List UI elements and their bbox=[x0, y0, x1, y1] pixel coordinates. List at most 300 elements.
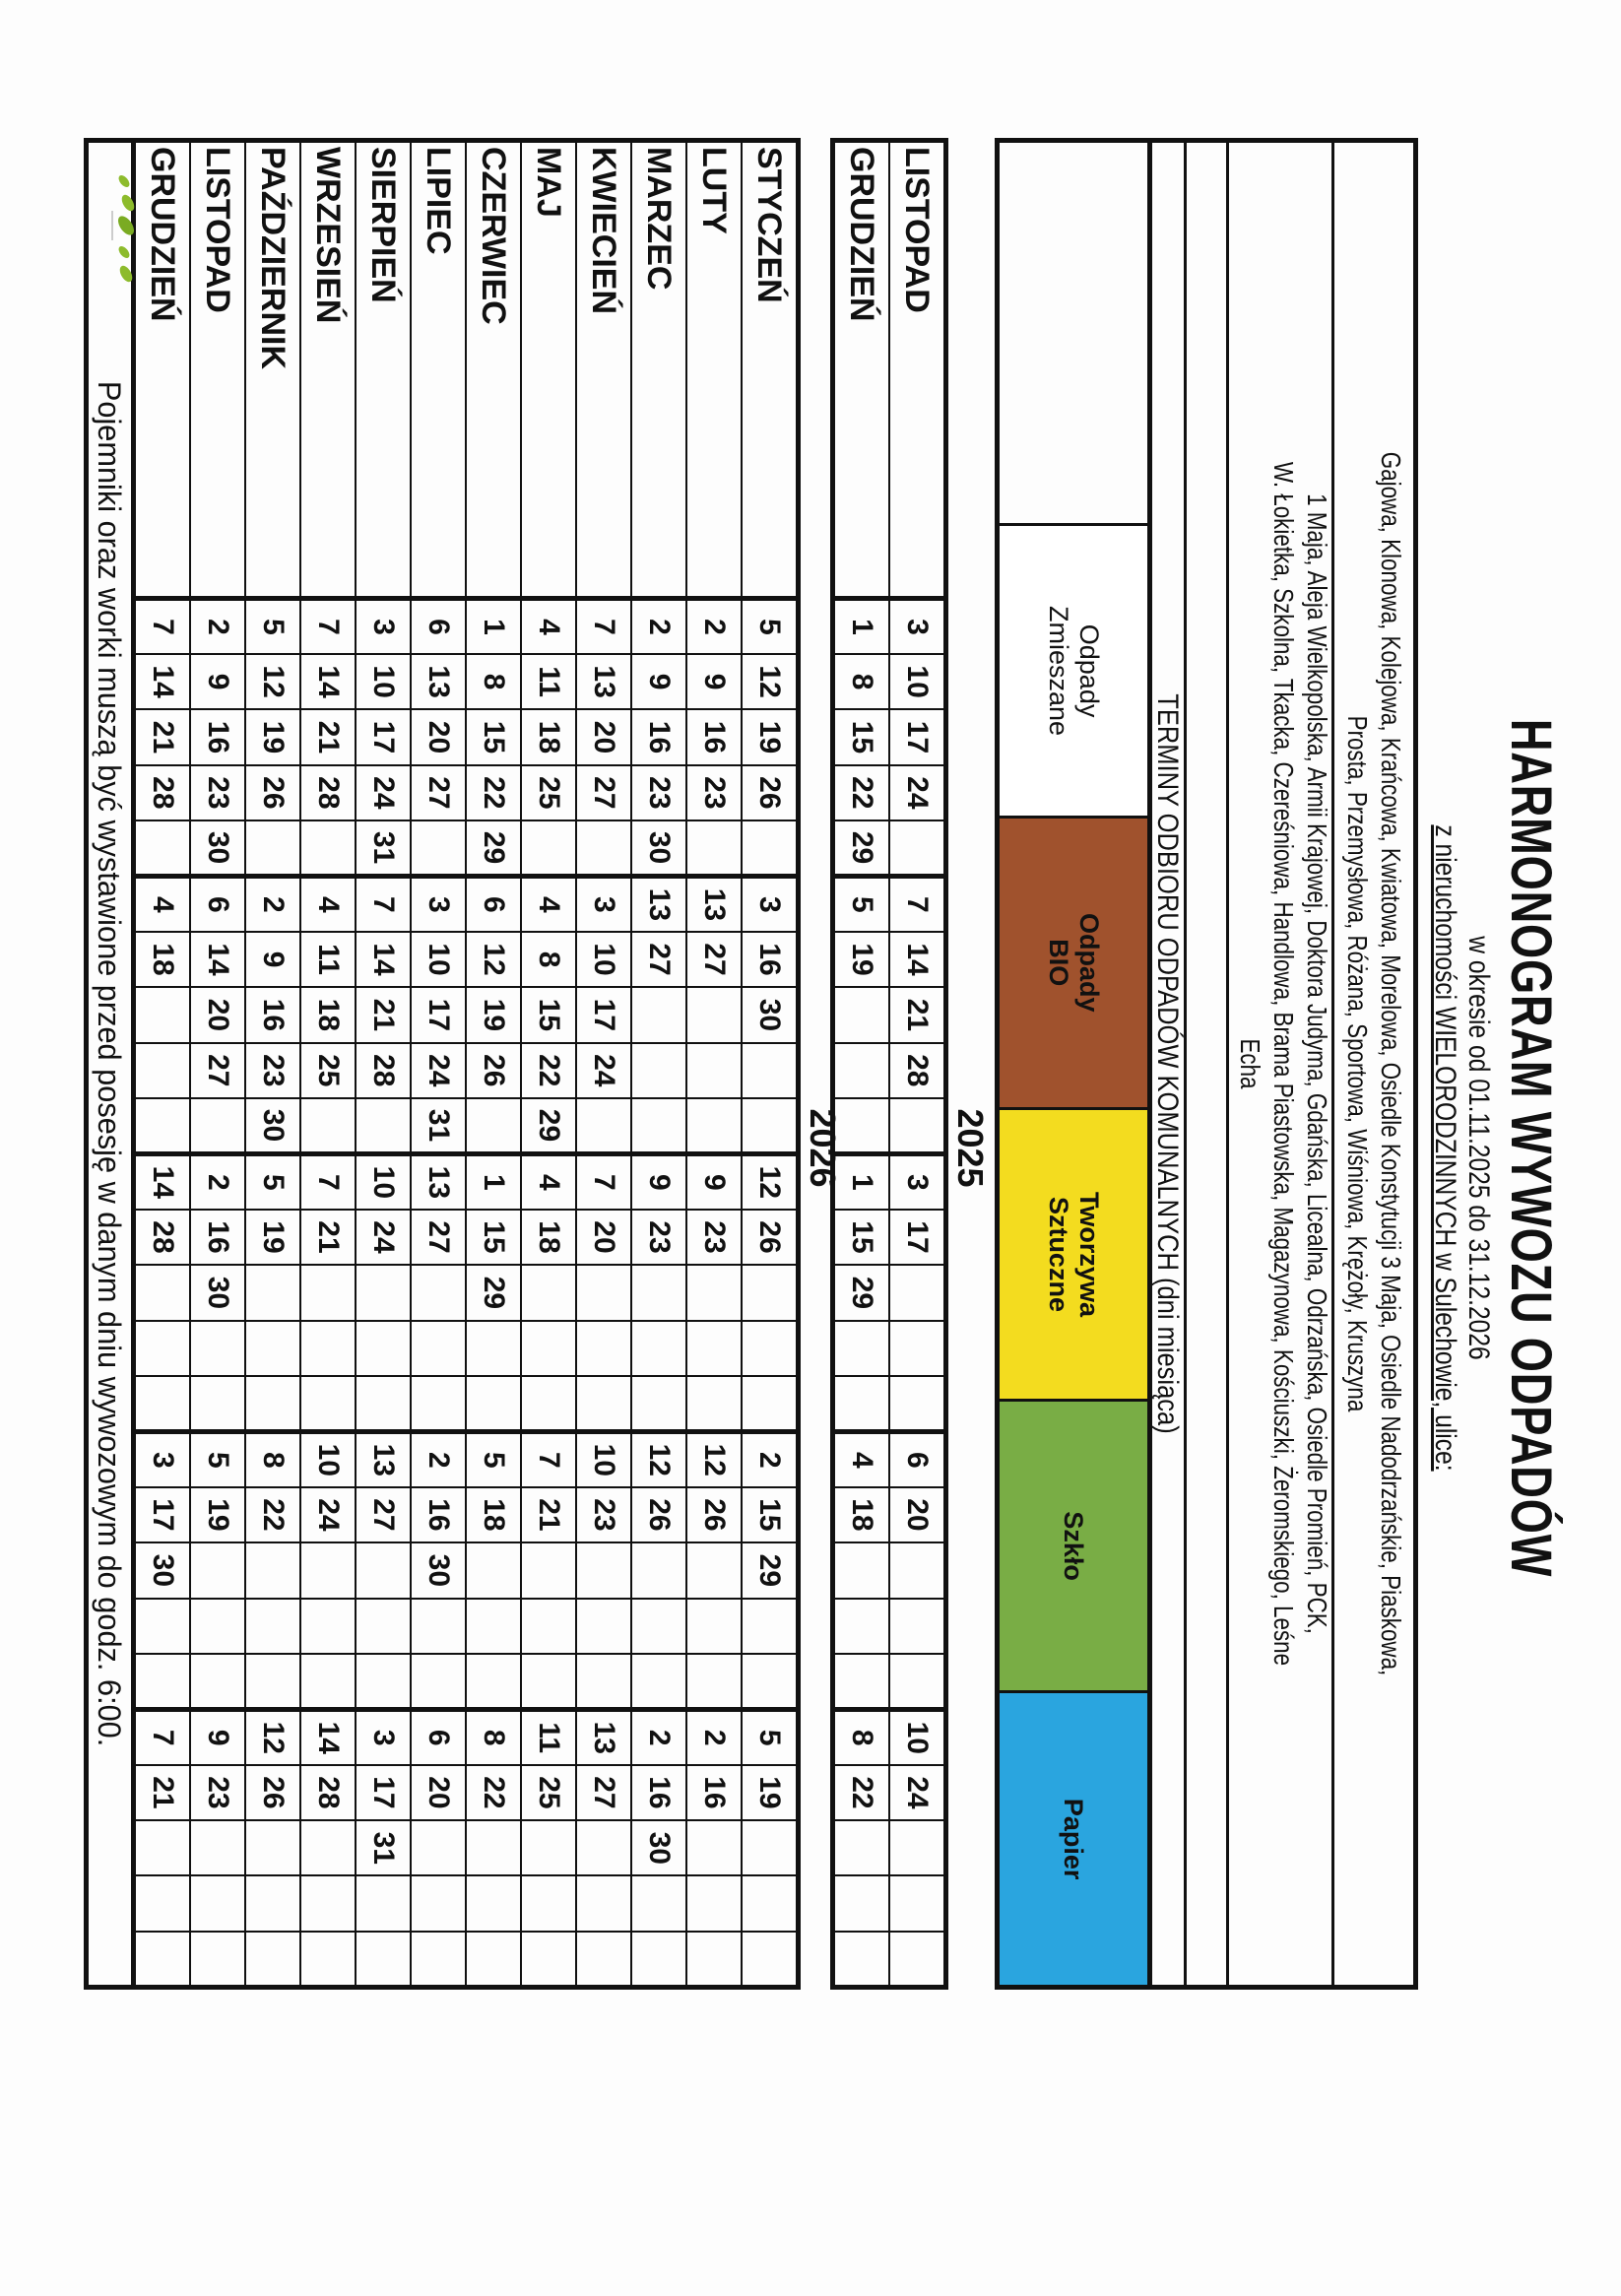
day-cell: 21 bbox=[134, 1765, 191, 1820]
day-cell: 2 bbox=[686, 1709, 742, 1764]
day-cell bbox=[742, 1875, 799, 1931]
document-title: HARMONOGRAM WYWOZU ODPADÓW bbox=[1499, 718, 1563, 1578]
day-cell bbox=[889, 1265, 946, 1320]
day-cell: 18 bbox=[833, 1487, 890, 1542]
day-cell: 13 bbox=[631, 876, 686, 931]
day-cell: 30 bbox=[245, 1098, 300, 1153]
day-cell: 16 bbox=[686, 709, 742, 764]
day-cell: 4 bbox=[521, 876, 576, 931]
day-cell bbox=[521, 1542, 576, 1598]
month-name: LUTY bbox=[686, 141, 742, 599]
day-cell: 30 bbox=[190, 1265, 245, 1320]
day-cell bbox=[134, 1875, 191, 1931]
day-cell bbox=[190, 1098, 245, 1153]
day-cell bbox=[245, 1265, 300, 1320]
day-cell: 2 bbox=[631, 1709, 686, 1764]
day-cell: 28 bbox=[300, 1765, 356, 1820]
day-cell: 19 bbox=[245, 1210, 300, 1265]
day-cell: 6 bbox=[889, 1431, 946, 1486]
day-cell bbox=[889, 1376, 946, 1431]
day-cell: 11 bbox=[300, 932, 356, 987]
day-cell bbox=[134, 987, 191, 1042]
day-cell bbox=[356, 1321, 411, 1376]
month-row bbox=[889, 141, 946, 1988]
day-cell: 26 bbox=[245, 765, 300, 820]
day-cell: 8 bbox=[245, 1431, 300, 1486]
day-cell bbox=[889, 1654, 946, 1709]
day-cell bbox=[411, 1321, 466, 1376]
day-cell bbox=[576, 1376, 631, 1431]
day-cell bbox=[134, 1932, 191, 1988]
day-cell: 22 bbox=[466, 765, 521, 820]
day-cell: 5 bbox=[742, 1709, 799, 1764]
day-cell: 14 bbox=[300, 654, 356, 709]
day-cell: 5 bbox=[742, 599, 799, 654]
schedule-table-2025 bbox=[830, 138, 948, 1990]
day-cell: 14 bbox=[889, 932, 946, 987]
day-cell bbox=[411, 820, 466, 876]
footer-note: Pojemniki oraz worki muszą być wystawione przed posesję w danym dniu wywozowym do godz. 6:00. bbox=[84, 138, 131, 1990]
day-cell: 17 bbox=[134, 1487, 191, 1542]
day-cell bbox=[356, 1875, 411, 1931]
day-cell bbox=[245, 1599, 300, 1654]
day-cell bbox=[889, 1098, 946, 1153]
category-header-2: Tworzywa Sztuczne bbox=[1000, 1110, 1147, 1402]
day-cell: 19 bbox=[833, 932, 890, 987]
streets-line: W. Łokietka, Szkolna, Tkacka, Czereśniowa, Handlowa, Brama Piastowska, Magazynowa, Kościuszki, Żeromskiego, Leśne bbox=[1268, 461, 1299, 1667]
day-cell: 14 bbox=[300, 1709, 356, 1764]
day-cell: 30 bbox=[134, 1542, 191, 1598]
day-cell: 10 bbox=[576, 932, 631, 987]
day-cell: 20 bbox=[889, 1487, 946, 1542]
day-cell bbox=[889, 1875, 946, 1931]
day-cell: 18 bbox=[466, 1487, 521, 1542]
day-cell bbox=[686, 987, 742, 1042]
day-cell bbox=[300, 1932, 356, 1988]
day-cell: 16 bbox=[245, 987, 300, 1042]
day-cell: 23 bbox=[686, 1210, 742, 1265]
day-cell: 16 bbox=[742, 932, 799, 987]
day-cell bbox=[466, 1820, 521, 1875]
day-cell: 26 bbox=[631, 1487, 686, 1542]
day-cell bbox=[631, 1265, 686, 1320]
day-cell: 28 bbox=[134, 1210, 191, 1265]
day-cell: 20 bbox=[576, 709, 631, 764]
day-cell: 28 bbox=[889, 1043, 946, 1098]
day-cell: 21 bbox=[521, 1487, 576, 1542]
month-row bbox=[245, 141, 300, 1988]
day-cell: 20 bbox=[576, 1210, 631, 1265]
day-cell bbox=[686, 1542, 742, 1598]
day-cell bbox=[134, 1820, 191, 1875]
day-cell: 7 bbox=[300, 599, 356, 654]
day-cell: 30 bbox=[411, 1542, 466, 1598]
day-cell bbox=[889, 1932, 946, 1988]
month-row bbox=[576, 141, 631, 1988]
day-cell bbox=[686, 1932, 742, 1988]
category-header-blank bbox=[1000, 143, 1147, 526]
day-cell: 29 bbox=[521, 1098, 576, 1153]
day-cell bbox=[245, 1376, 300, 1431]
day-cell: 18 bbox=[521, 709, 576, 764]
month-name: GRUDZIEŃ bbox=[134, 141, 191, 599]
day-cell: 31 bbox=[356, 820, 411, 876]
day-cell: 3 bbox=[742, 876, 799, 931]
day-cell: 24 bbox=[889, 765, 946, 820]
day-cell: 7 bbox=[576, 1153, 631, 1209]
day-cell bbox=[411, 1654, 466, 1709]
day-cell: 29 bbox=[742, 1542, 799, 1598]
day-cell: 7 bbox=[134, 1709, 191, 1764]
day-cell bbox=[356, 1599, 411, 1654]
day-cell: 13 bbox=[411, 1153, 466, 1209]
day-cell bbox=[742, 1932, 799, 1988]
day-cell: 12 bbox=[742, 654, 799, 709]
day-cell bbox=[686, 1820, 742, 1875]
day-cell bbox=[245, 1820, 300, 1875]
day-cell bbox=[411, 1265, 466, 1320]
day-cell: 3 bbox=[134, 1431, 191, 1486]
day-cell: 24 bbox=[411, 1043, 466, 1098]
month-name: GRUDZIEŃ bbox=[833, 141, 890, 599]
day-cell: 18 bbox=[521, 1210, 576, 1265]
day-cell bbox=[521, 1654, 576, 1709]
day-cell: 24 bbox=[356, 1210, 411, 1265]
day-cell: 9 bbox=[190, 654, 245, 709]
month-row bbox=[134, 141, 191, 1988]
day-cell: 8 bbox=[833, 654, 890, 709]
day-cell: 2 bbox=[686, 599, 742, 654]
day-cell: 9 bbox=[686, 1153, 742, 1209]
day-cell bbox=[742, 1654, 799, 1709]
day-cell bbox=[245, 1875, 300, 1931]
day-cell: 5 bbox=[245, 1153, 300, 1209]
day-cell: 2 bbox=[411, 1431, 466, 1486]
day-cell bbox=[134, 1654, 191, 1709]
day-cell: 10 bbox=[889, 654, 946, 709]
day-cell bbox=[190, 1654, 245, 1709]
category-header-1: Odpady BIO bbox=[1000, 819, 1147, 1110]
day-cell bbox=[521, 1820, 576, 1875]
day-cell bbox=[356, 1542, 411, 1598]
day-cell: 9 bbox=[631, 1153, 686, 1209]
day-cell bbox=[686, 1321, 742, 1376]
month-name: CZERWIEC bbox=[466, 141, 521, 599]
day-cell: 17 bbox=[356, 1765, 411, 1820]
day-cell: 6 bbox=[411, 1709, 466, 1764]
day-cell: 30 bbox=[631, 820, 686, 876]
streets-group-2 bbox=[1233, 327, 1333, 1801]
day-cell bbox=[300, 1654, 356, 1709]
day-cell: 5 bbox=[833, 876, 890, 931]
day-cell bbox=[686, 1875, 742, 1931]
day-cell: 1 bbox=[833, 599, 890, 654]
day-cell bbox=[576, 1599, 631, 1654]
day-cell: 25 bbox=[521, 765, 576, 820]
day-cell: 27 bbox=[576, 765, 631, 820]
month-name: LISTOPAD bbox=[889, 141, 946, 599]
green-leaves-icon bbox=[106, 171, 146, 290]
day-cell: 29 bbox=[833, 820, 890, 876]
day-cell bbox=[190, 1376, 245, 1431]
day-cell: 16 bbox=[190, 1210, 245, 1265]
category-header-3: Szkło bbox=[1000, 1402, 1147, 1693]
day-cell: 9 bbox=[686, 654, 742, 709]
day-cell: 29 bbox=[466, 1265, 521, 1320]
day-cell: 31 bbox=[356, 1820, 411, 1875]
day-cell: 27 bbox=[190, 1043, 245, 1098]
day-cell bbox=[356, 1376, 411, 1431]
divider bbox=[1226, 143, 1229, 1985]
day-cell bbox=[742, 1098, 799, 1153]
month-row bbox=[411, 141, 466, 1988]
streets-line: Echa bbox=[1235, 1038, 1265, 1089]
day-cell: 20 bbox=[411, 709, 466, 764]
day-cell bbox=[742, 1599, 799, 1654]
day-cell bbox=[356, 1654, 411, 1709]
day-cell: 14 bbox=[134, 1153, 191, 1209]
day-cell: 27 bbox=[576, 1765, 631, 1820]
day-cell bbox=[521, 1875, 576, 1931]
day-cell bbox=[631, 1654, 686, 1709]
day-cell: 14 bbox=[190, 932, 245, 987]
day-cell bbox=[466, 1599, 521, 1654]
day-cell: 8 bbox=[466, 1709, 521, 1764]
day-cell: 23 bbox=[631, 765, 686, 820]
day-cell: 4 bbox=[521, 1153, 576, 1209]
category-header-4: Papier bbox=[1000, 1693, 1147, 1985]
day-cell: 2 bbox=[245, 876, 300, 931]
day-cell bbox=[889, 1321, 946, 1376]
day-cell bbox=[889, 820, 946, 876]
day-cell: 3 bbox=[889, 1153, 946, 1209]
streets-line: 1 Maja, Aleja Wielkopolska, Armii Krajowej, Doktora Judyma, Gdańska, Licealna, Odrzańska, Osiedle Promień, PCK, bbox=[1302, 493, 1332, 1634]
day-cell bbox=[742, 1376, 799, 1431]
day-cell bbox=[300, 1875, 356, 1931]
day-cell: 3 bbox=[576, 876, 631, 931]
day-cell: 21 bbox=[134, 709, 191, 764]
day-cell bbox=[631, 1599, 686, 1654]
day-cell: 10 bbox=[300, 1431, 356, 1486]
day-cell bbox=[576, 820, 631, 876]
day-cell: 17 bbox=[889, 1210, 946, 1265]
streets-line: Prosta, Przemysłowa, Różana, Sportowa, Wiśniowa, Krężoły, Kruszyna bbox=[1342, 715, 1373, 1412]
day-cell bbox=[631, 987, 686, 1042]
day-cell: 19 bbox=[190, 1487, 245, 1542]
day-cell: 19 bbox=[742, 1765, 799, 1820]
day-cell: 23 bbox=[245, 1043, 300, 1098]
day-cell bbox=[356, 1265, 411, 1320]
day-cell: 15 bbox=[466, 709, 521, 764]
streets-line: Gajowa, Klonowa, Kolejowa, Krańcowa, Kwiatowa, Morelowa, Osiedle Konstytucji 3 Maja, Osiedle Nadodrzańskie, Piaskowa, bbox=[1376, 451, 1406, 1676]
day-cell bbox=[190, 1820, 245, 1875]
day-cell: 22 bbox=[245, 1487, 300, 1542]
day-cell: 26 bbox=[245, 1765, 300, 1820]
day-cell bbox=[466, 1321, 521, 1376]
day-cell: 11 bbox=[521, 1709, 576, 1764]
day-cell: 23 bbox=[190, 765, 245, 820]
day-cell: 22 bbox=[521, 1043, 576, 1098]
month-row bbox=[466, 141, 521, 1988]
day-cell: 3 bbox=[356, 1709, 411, 1764]
day-cell: 31 bbox=[411, 1098, 466, 1153]
day-cell: 30 bbox=[742, 987, 799, 1042]
day-cell bbox=[631, 1542, 686, 1598]
day-cell bbox=[576, 1265, 631, 1320]
day-cell: 2 bbox=[742, 1431, 799, 1486]
month-row bbox=[300, 141, 356, 1988]
day-cell: 26 bbox=[466, 1043, 521, 1098]
day-cell bbox=[300, 1321, 356, 1376]
day-cell bbox=[300, 820, 356, 876]
day-cell: 20 bbox=[411, 1765, 466, 1820]
day-cell bbox=[356, 1098, 411, 1153]
day-cell: 4 bbox=[300, 876, 356, 931]
day-cell: 7 bbox=[889, 876, 946, 931]
day-cell: 8 bbox=[833, 1709, 890, 1764]
day-cell bbox=[521, 1932, 576, 1988]
day-cell bbox=[686, 1376, 742, 1431]
day-cell: 12 bbox=[686, 1431, 742, 1486]
day-cell: 20 bbox=[190, 987, 245, 1042]
day-cell: 22 bbox=[833, 1765, 890, 1820]
day-cell bbox=[631, 1376, 686, 1431]
day-cell bbox=[134, 1599, 191, 1654]
day-cell bbox=[245, 1321, 300, 1376]
day-cell: 13 bbox=[686, 876, 742, 931]
document-scope: z nieruchomości WIELORODZINNYCH w Sulechowie, ulice: bbox=[1429, 824, 1461, 1472]
day-cell: 27 bbox=[411, 1210, 466, 1265]
day-cell bbox=[134, 1265, 191, 1320]
day-cell bbox=[466, 1875, 521, 1931]
day-cell: 12 bbox=[631, 1431, 686, 1486]
day-cell bbox=[521, 1376, 576, 1431]
day-cell bbox=[466, 1932, 521, 1988]
day-cell bbox=[576, 1542, 631, 1598]
day-cell: 11 bbox=[521, 654, 576, 709]
day-cell bbox=[686, 1098, 742, 1153]
day-cell bbox=[300, 1265, 356, 1320]
day-cell bbox=[300, 1098, 356, 1153]
day-cell: 16 bbox=[686, 1765, 742, 1820]
month-name: LISTOPAD bbox=[190, 141, 245, 599]
day-cell: 29 bbox=[833, 1265, 890, 1320]
day-cell bbox=[742, 1820, 799, 1875]
day-cell: 26 bbox=[742, 765, 799, 820]
document-period: w okresie od 01.11.2025 do 31.12.2026 bbox=[1462, 936, 1495, 1360]
day-cell: 16 bbox=[190, 709, 245, 764]
day-cell: 28 bbox=[134, 765, 191, 820]
day-cell: 6 bbox=[190, 876, 245, 931]
day-cell: 4 bbox=[134, 876, 191, 931]
day-cell: 12 bbox=[742, 1153, 799, 1209]
day-cell: 18 bbox=[134, 932, 191, 987]
day-cell bbox=[245, 1654, 300, 1709]
day-cell bbox=[742, 1265, 799, 1320]
day-cell: 10 bbox=[356, 1153, 411, 1209]
day-cell bbox=[889, 1820, 946, 1875]
day-cell bbox=[411, 1932, 466, 1988]
day-cell: 22 bbox=[833, 765, 890, 820]
year-label-2026: 2026 bbox=[803, 1108, 843, 1188]
day-cell bbox=[576, 1932, 631, 1988]
day-cell bbox=[190, 1599, 245, 1654]
day-cell: 7 bbox=[300, 1153, 356, 1209]
day-cell bbox=[190, 1321, 245, 1376]
day-cell: 10 bbox=[356, 654, 411, 709]
day-cell bbox=[245, 1932, 300, 1988]
day-cell: 6 bbox=[411, 599, 466, 654]
category-header-0: Odpady Zmieszane bbox=[1000, 526, 1147, 818]
month-name: PAŹDZIERNIK bbox=[245, 141, 300, 599]
day-cell: 6 bbox=[466, 876, 521, 931]
day-cell: 3 bbox=[411, 876, 466, 931]
day-cell: 7 bbox=[134, 599, 191, 654]
day-cell: 8 bbox=[466, 654, 521, 709]
day-cell: 5 bbox=[466, 1431, 521, 1486]
day-cell bbox=[576, 1875, 631, 1931]
day-cell bbox=[521, 1599, 576, 1654]
day-cell bbox=[356, 1932, 411, 1988]
day-cell: 12 bbox=[245, 1709, 300, 1764]
month-name: MAJ bbox=[521, 141, 576, 599]
day-cell: 15 bbox=[466, 1210, 521, 1265]
day-cell bbox=[686, 1043, 742, 1098]
day-cell bbox=[190, 1542, 245, 1598]
day-cell bbox=[134, 820, 191, 876]
day-cell bbox=[686, 1599, 742, 1654]
day-cell: 7 bbox=[356, 876, 411, 931]
month-row bbox=[356, 141, 411, 1988]
day-cell bbox=[631, 1875, 686, 1931]
day-cell: 24 bbox=[889, 1765, 946, 1820]
day-cell bbox=[521, 1265, 576, 1320]
day-cell: 12 bbox=[245, 654, 300, 709]
day-cell bbox=[300, 1376, 356, 1431]
day-cell bbox=[134, 1098, 191, 1153]
month-name: WRZESIEŃ bbox=[300, 141, 356, 599]
day-cell: 1 bbox=[466, 599, 521, 654]
day-cell: 26 bbox=[742, 1210, 799, 1265]
day-cell: 9 bbox=[245, 932, 300, 987]
day-cell bbox=[300, 1542, 356, 1598]
day-cell: 1 bbox=[466, 1153, 521, 1209]
day-cell bbox=[631, 1321, 686, 1376]
day-cell: 14 bbox=[356, 932, 411, 987]
month-name: STYCZEŃ bbox=[742, 141, 799, 599]
day-cell: 3 bbox=[356, 599, 411, 654]
day-cell bbox=[686, 1654, 742, 1709]
day-cell bbox=[466, 1098, 521, 1153]
day-cell bbox=[742, 1321, 799, 1376]
streets-box-2 bbox=[1187, 138, 1335, 1990]
day-cell: 30 bbox=[631, 1820, 686, 1875]
day-cell bbox=[411, 1599, 466, 1654]
day-cell bbox=[576, 1321, 631, 1376]
day-cell bbox=[411, 1376, 466, 1431]
month-row bbox=[521, 141, 576, 1988]
day-cell: 5 bbox=[245, 599, 300, 654]
day-cell: 9 bbox=[631, 654, 686, 709]
day-cell bbox=[631, 1932, 686, 1988]
day-cell: 13 bbox=[576, 1709, 631, 1764]
day-cell: 17 bbox=[889, 709, 946, 764]
day-cell bbox=[576, 1654, 631, 1709]
day-cell: 28 bbox=[300, 765, 356, 820]
day-cell bbox=[742, 820, 799, 876]
day-cell bbox=[889, 1599, 946, 1654]
day-cell bbox=[300, 1599, 356, 1654]
